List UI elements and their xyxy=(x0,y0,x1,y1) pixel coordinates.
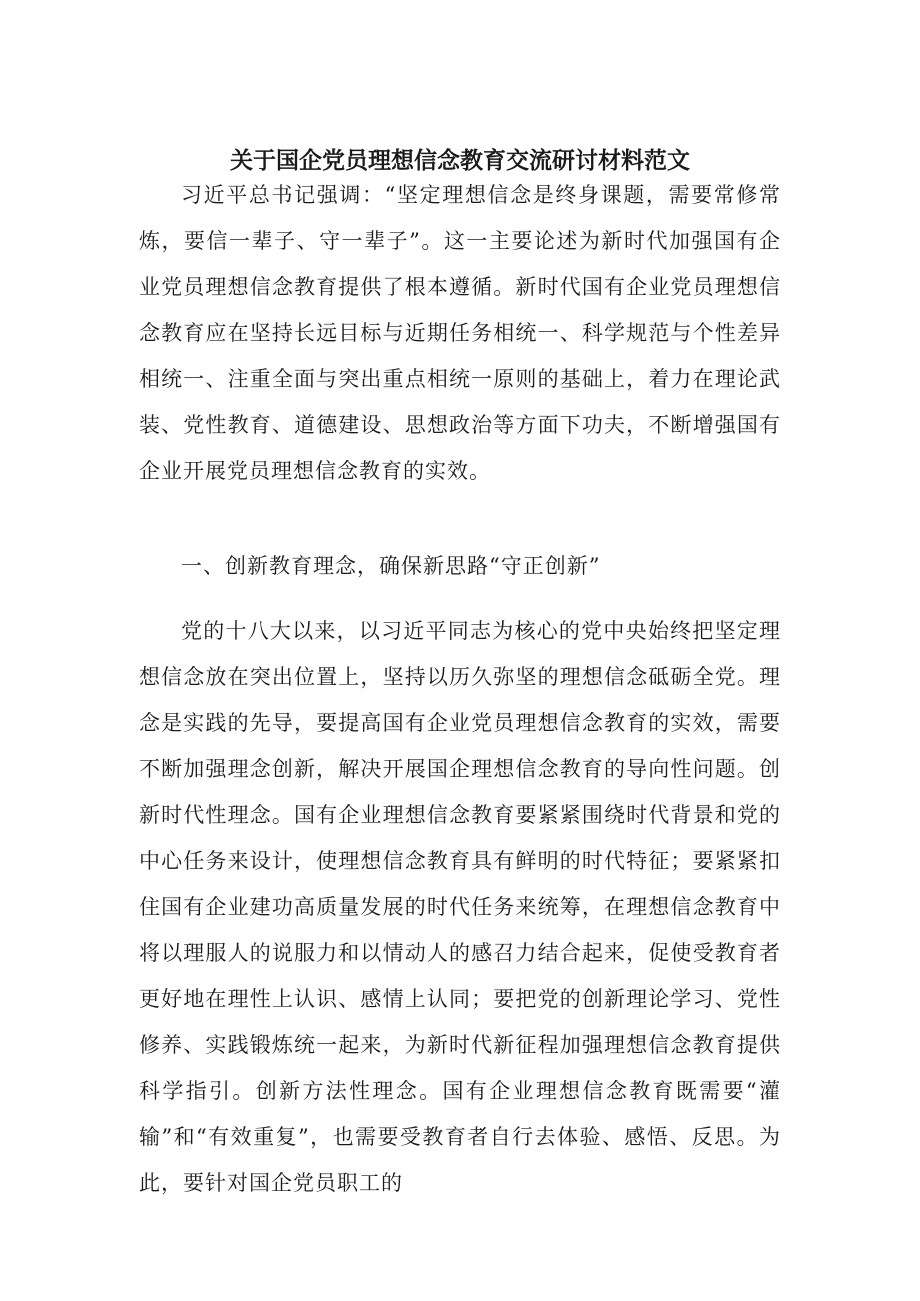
section-heading-1: 一、创新教育理念，确保新思路“守正创新” xyxy=(181,554,601,578)
paragraph-section-1: 党的十八大以来，以习近平同志为核心的党中央始终把坚定理想信念放在突出位置上，坚持以历久弥坚的理想信念砥砺全党。理念是实践的先导，要提高国有企业党员理想信念教育的实效，需要不断加强理念创新，解决开展国企理想信念教育的导向性问题。创新时代性理念。国有企业理想信念教育要紧紧围绕时代背景和党的中心任务来设计，使理想信念教育具有鲜明的时代特征；要紧紧扣住国有企业建功高质量发展的时代任务来统筹，在理想信念教育中将以理服人的说服力和以情动人的感召力结合起来，促使受教育者更好地在理性上认识、感情上认同；要把党的创新理论学习、党性修养、实践锻炼统一起来，为新时代新征程加强理想信念教育提供科学指引。创新方法性理念。国有企业理想信念教育既需要“灌输”和“有效重复”，也需要受教育者自行去体验、感悟、反思。为此，要针对国企党员职工的 xyxy=(139,619,781,1195)
paragraph-intro: 习近平总书记强调：“坚定理想信念是终身课题，需要常修常炼，要信一辈子、守一辈子”。这一主要论述为新时代加强国有企业党员理想信念教育提供了根本遵循。新时代国有企业党员理想信念教育应在坚持长远目标与近期任务相统一、科学规范与个性差异相统一、注重全面与突出重点相统一原则的基础上，着力在理论武装、党性教育、道德建设、思想政治等方面下功夫，不断增强国有企业开展党员理想信念教育的实效。 xyxy=(139,183,781,483)
document-title: 关于国企党员理想信念教育交流研讨材料范文 xyxy=(230,148,690,174)
